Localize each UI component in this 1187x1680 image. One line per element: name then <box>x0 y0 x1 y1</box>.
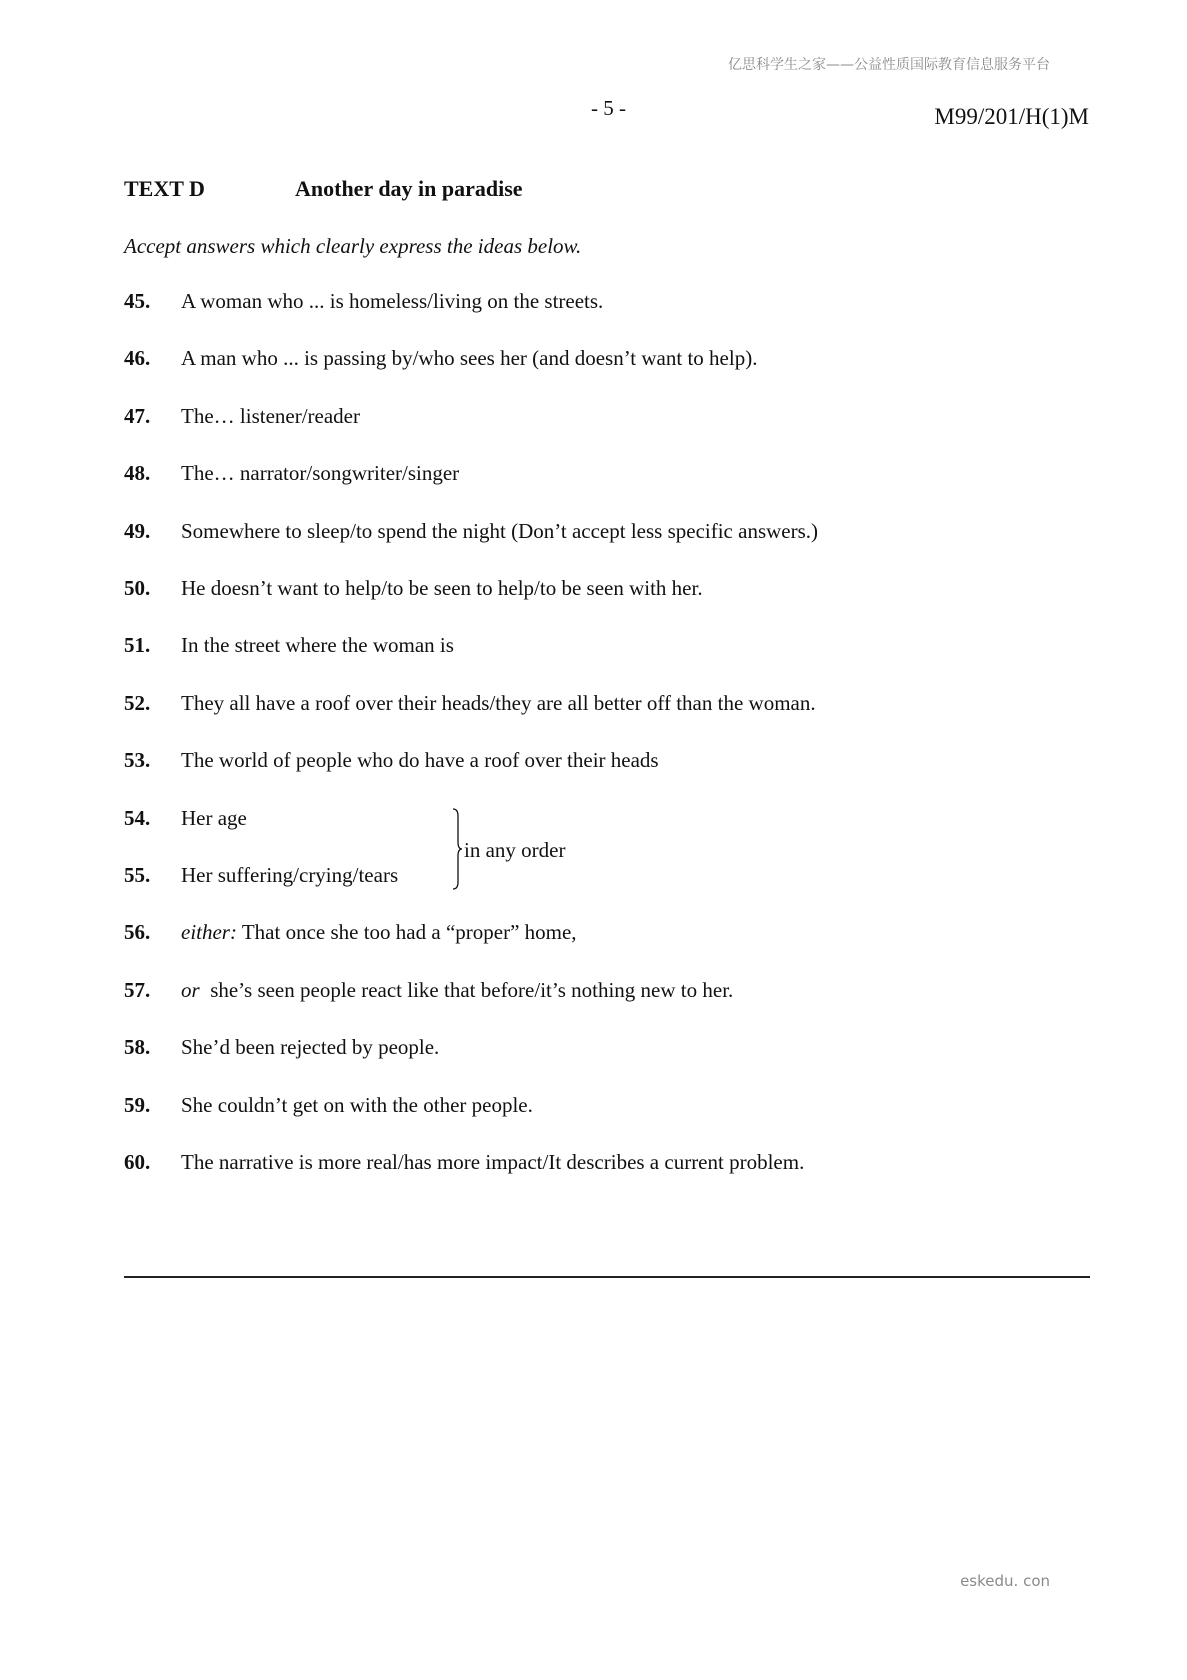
answer-item <box>124 978 733 1003</box>
item-prefix: or <box>181 978 200 1002</box>
item-number: 59. <box>124 1093 151 1117</box>
page-number: - 5 - <box>591 96 626 120</box>
item-number: 46. <box>124 346 151 370</box>
answer-item <box>124 346 757 371</box>
answer-item <box>124 863 398 888</box>
item-number: 54. <box>124 806 151 830</box>
section-title: Another day in paradise <box>295 176 523 201</box>
item-number: 45. <box>124 289 151 313</box>
answer-item <box>124 1035 439 1060</box>
watermark-text: 亿思科学生之家——公益性质国际教育信息服务平台 <box>728 57 1050 73</box>
item-text: He doesn’t want to help/to be seen to help/to be seen with her. <box>181 576 703 600</box>
answer-item <box>124 576 703 601</box>
answer-item <box>124 461 459 486</box>
answer-item <box>124 1093 533 1118</box>
answer-item <box>124 404 360 429</box>
item-text: She couldn’t get on with the other people. <box>181 1093 533 1117</box>
answer-item <box>124 748 659 773</box>
item-text: The… listener/reader <box>181 404 360 428</box>
item-number: 57. <box>124 978 151 1002</box>
item-text: Somewhere to sleep/to spend the night (Don’t accept less specific answers.) <box>181 519 819 543</box>
answer-item <box>124 519 818 544</box>
item-text: That once she too had a “proper” home, <box>236 920 577 944</box>
answer-item <box>124 633 454 658</box>
item-text: The narrative is more real/has more impact/It describes a current problem. <box>181 1150 805 1174</box>
section-label: TEXT D <box>124 176 205 201</box>
item-text: A woman who ... is homeless/living on the streets. <box>181 289 604 313</box>
item-text: The world of people who do have a roof over their heads <box>181 748 659 772</box>
answer-item <box>124 1150 804 1175</box>
answer-item <box>124 920 577 945</box>
item-number: 50. <box>124 576 151 600</box>
item-number: 48. <box>124 461 151 485</box>
item-text: A man who ... is passing by/who sees her (and doesn’t want to help). <box>181 346 758 370</box>
item-number: 58. <box>124 1035 151 1059</box>
item-text: she’s seen people react like that before/it’s nothing new to her. <box>199 978 734 1002</box>
answer-item <box>124 806 247 831</box>
item-number: 51. <box>124 633 151 657</box>
right-brace-icon <box>452 808 462 890</box>
item-number: 52. <box>124 691 151 715</box>
order-note: in any order <box>464 838 566 862</box>
item-number: 56. <box>124 920 151 944</box>
answer-item <box>124 289 603 314</box>
item-number: 49. <box>124 519 151 543</box>
section-divider <box>124 1276 1090 1278</box>
footer-site-mark: eskedu. con <box>960 1572 1050 1590</box>
item-text: Her suffering/crying/tears <box>181 863 399 887</box>
item-number: 55. <box>124 863 151 887</box>
item-number: 60. <box>124 1150 151 1174</box>
marking-instruction: Accept answers which clearly express the ideas below. <box>124 234 582 258</box>
item-text: The… narrator/songwriter/singer <box>181 461 460 485</box>
answer-item <box>124 691 816 716</box>
item-text: They all have a roof over their heads/they are all better off than the woman. <box>181 691 816 715</box>
item-text: She’d been rejected by people. <box>181 1035 440 1059</box>
document-code: M99/201/H(1)M <box>934 104 1089 129</box>
item-number: 53. <box>124 748 151 772</box>
item-prefix: either: <box>181 920 237 944</box>
item-text: In the street where the woman is <box>181 633 454 657</box>
section-heading <box>124 176 523 202</box>
item-number: 47. <box>124 404 151 428</box>
item-text: Her age <box>181 806 247 830</box>
